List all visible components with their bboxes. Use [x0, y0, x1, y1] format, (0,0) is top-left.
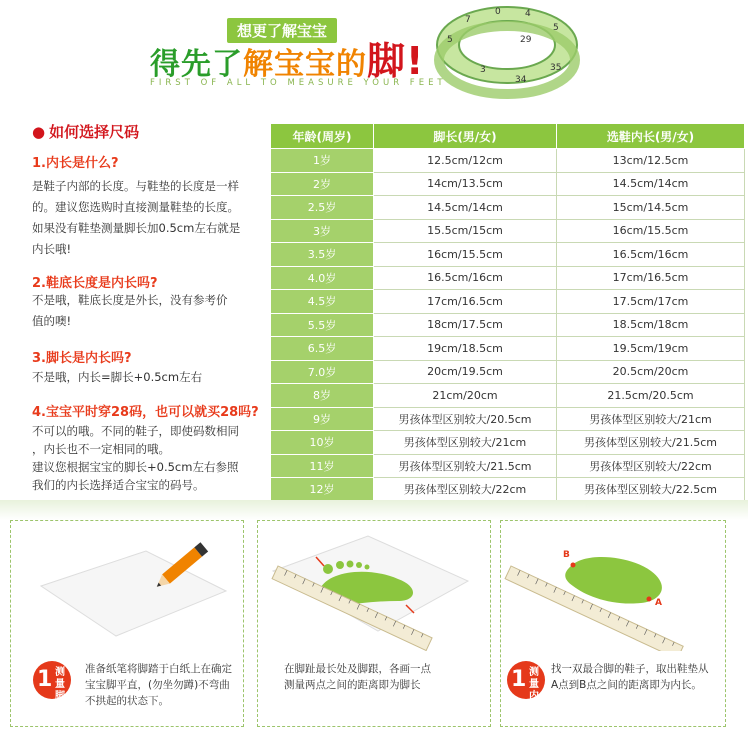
inner-length-cell: 17.5cm/17cm	[557, 290, 745, 314]
age-cell: 9岁	[271, 407, 374, 431]
age-cell: 2岁	[271, 172, 374, 196]
point-b-label: B	[563, 550, 570, 560]
header-foot-length: 脚长(男/女)	[374, 124, 557, 149]
table-row	[271, 266, 745, 290]
inner-length-cell: 19.5cm/19cm	[557, 337, 745, 361]
section-divider	[0, 500, 748, 520]
header-inner-length: 选鞋内长(男/女)	[557, 124, 745, 149]
header-title-part-4: !	[406, 39, 425, 83]
svg-text:34: 34	[515, 75, 527, 85]
header-title-part-1: 得先了	[150, 47, 243, 82]
age-cell: 6.5岁	[271, 337, 374, 361]
foot-length-cell: 14cm/13.5cm	[374, 172, 557, 196]
table-row	[271, 407, 745, 431]
inner-length-cell: 16cm/15.5cm	[557, 219, 745, 243]
step-panel-1	[10, 520, 244, 727]
foot-length-cell: 17cm/16.5cm	[374, 290, 557, 314]
foot-length-cell: 14.5cm/14cm	[374, 196, 557, 220]
svg-text:29: 29	[520, 35, 532, 45]
inner-length-cell: 15cm/14.5cm	[557, 196, 745, 220]
faq-answer-1: 是鞋子内部的长度。与鞋垫的长度是一样 的。建议您选购时直接测量鞋垫的长度。 如果没有鞋垫测量脚长加0.5cm左右就是 内长哦!	[32, 179, 241, 256]
table-row	[271, 172, 745, 196]
foot-length-cell: 16.5cm/16cm	[374, 266, 557, 290]
inner-length-cell: 21.5cm/20.5cm	[557, 384, 745, 408]
header-subtitle: FIRST OF ALL TO MEASURE YOUR FEET	[150, 78, 447, 88]
age-cell: 8岁	[271, 384, 374, 408]
foot-length-cell: 12.5cm/12cm	[374, 149, 557, 173]
table-row	[271, 219, 745, 243]
foot-length-cell: 男孩体型区别较大/21cm	[374, 431, 557, 455]
age-cell: 4.5岁	[271, 290, 374, 314]
svg-text:0: 0	[495, 7, 501, 17]
inner-length-cell: 男孩体型区别较大/21cm	[557, 407, 745, 431]
age-cell: 1岁	[271, 149, 374, 173]
foot-length-cell: 16cm/15.5cm	[374, 243, 557, 267]
step-panel-2	[257, 520, 491, 727]
age-cell: 7.0岁	[271, 360, 374, 384]
svg-text:3: 3	[480, 65, 486, 75]
foot-length-cell: 15.5cm/15cm	[374, 219, 557, 243]
inner-length-cell: 男孩体型区别较大/21.5cm	[557, 431, 745, 455]
foot-length-cell: 男孩体型区别较大/22cm	[374, 478, 557, 502]
age-cell: 3岁	[271, 219, 374, 243]
table-header-row	[271, 124, 745, 149]
table-row	[271, 360, 745, 384]
inner-length-cell: 男孩体型区别较大/22cm	[557, 454, 745, 478]
measuring-tape-image	[425, 0, 590, 105]
table-row	[271, 290, 745, 314]
faq-answer-2: 不是哦，鞋底长度是外长，没有参考价 值的噢!	[32, 293, 228, 328]
header-title-part-2: 解宝宝的	[243, 47, 367, 82]
inner-length-cell: 13cm/12.5cm	[557, 149, 745, 173]
inner-length-cell: 17cm/16.5cm	[557, 266, 745, 290]
faq-question-3: 3.脚长是内长吗?	[32, 351, 132, 366]
foot-length-cell: 男孩体型区别较大/21.5cm	[374, 454, 557, 478]
point-a-label: A	[655, 598, 662, 608]
inner-length-cell: 18.5cm/18cm	[557, 313, 745, 337]
table-row	[271, 196, 745, 220]
table-row	[271, 313, 745, 337]
step-1-badge: 1 测量脚长	[33, 661, 71, 699]
inner-length-cell: 20.5cm/20cm	[557, 360, 745, 384]
faq-answer-3: 不是哦，内长=脚长+0.5cm左右	[32, 370, 203, 384]
foot-length-cell: 21cm/20cm	[374, 384, 557, 408]
step-2-text: 在脚趾最长处及脚跟，各画一点 测量两点之间的距离即为脚长	[284, 663, 431, 691]
faq-question-1: 1.内长是什么?	[32, 156, 119, 171]
table-row	[271, 337, 745, 361]
foot-length-cell: 20cm/19.5cm	[374, 360, 557, 384]
footprint-ruler-illustration	[258, 531, 490, 651]
step-3-badge: 1 测量内长	[507, 661, 545, 699]
step-panel-3	[500, 520, 726, 727]
header-age: 年龄(周岁)	[271, 124, 374, 149]
size-table	[270, 123, 745, 502]
svg-text:4: 4	[525, 9, 531, 19]
age-cell: 5.5岁	[271, 313, 374, 337]
table-row	[271, 243, 745, 267]
svg-text:5: 5	[447, 35, 453, 45]
table-row	[271, 478, 745, 502]
step-3-text: 找一双最合脚的鞋子，取出鞋垫从 A点到B点之间的距离即为内长。	[551, 663, 709, 691]
foot-length-cell: 19cm/18.5cm	[374, 337, 557, 361]
insole-ruler-illustration	[501, 531, 725, 651]
inner-length-cell: 16.5cm/16cm	[557, 243, 745, 267]
table-row	[271, 149, 745, 173]
faq-title: ● 如何选择尺码	[32, 123, 140, 141]
foot-length-cell: 18cm/17.5cm	[374, 313, 557, 337]
inner-length-cell: 男孩体型区别较大/22.5cm	[557, 478, 745, 502]
svg-text:35: 35	[550, 63, 562, 73]
inner-length-cell: 14.5cm/14cm	[557, 172, 745, 196]
table-row	[271, 431, 745, 455]
age-cell: 11岁	[271, 454, 374, 478]
faq-answer-4: 不可以的哦。不同的鞋子，即使码数相同 ，内长也不一定相同的哦。 建议您根据宝宝的脚长+0.5cm左右参照 我们的内长选择适合宝宝的码号。	[32, 424, 239, 492]
svg-text:7: 7	[465, 15, 471, 25]
svg-text:5: 5	[553, 23, 559, 33]
age-cell: 4.0岁	[271, 266, 374, 290]
age-cell: 3.5岁	[271, 243, 374, 267]
faq-question-2: 2.鞋底长度是内长吗?	[32, 276, 158, 291]
paper-pencil-illustration	[11, 531, 243, 651]
table-row	[271, 384, 745, 408]
header-title-part-3: 脚	[367, 39, 407, 83]
age-cell: 2.5岁	[271, 196, 374, 220]
header-title	[150, 30, 424, 85]
foot-length-cell: 男孩体型区别较大/20.5cm	[374, 407, 557, 431]
step-1-text: 准备纸笔将脚踏于白纸上在确定 宝宝脚平直，(勿坐勿蹲)不弯曲 不拱起的状态下。	[85, 663, 232, 707]
table-row	[271, 454, 745, 478]
header-tagline: 想更了解宝宝	[227, 18, 337, 43]
faq-question-4: 4.宝宝平时穿28码，也可以就买28吗?	[32, 405, 259, 420]
age-cell: 10岁	[271, 431, 374, 455]
age-cell: 12岁	[271, 478, 374, 502]
